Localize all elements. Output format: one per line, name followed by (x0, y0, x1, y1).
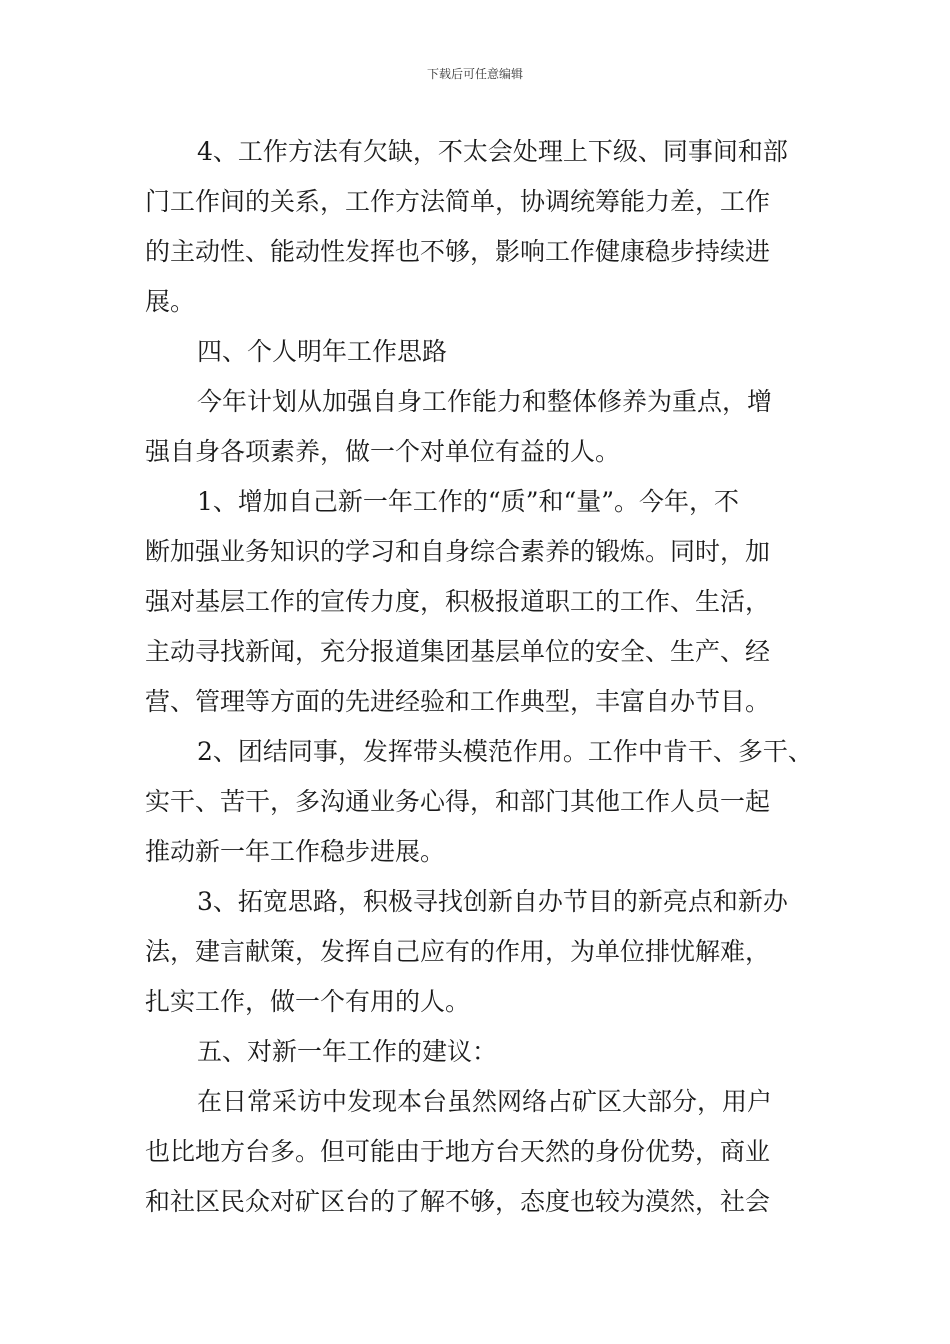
text-line: 2、团结同事，发挥带头模范作用。工作中肯干、多干、 (197, 737, 813, 766)
text-line: 展。 (145, 287, 196, 316)
text-line: 也比地方台多。但可能由于地方台天然的身份优势，商业 (145, 1137, 771, 1166)
text-line: 今年计划从加强自身工作能力和整体修养为重点，增 (197, 387, 773, 416)
text-line: 的主动性、能动性发挥也不够，影响工作健康稳步持续进 (145, 237, 771, 266)
text-line: 推动新一年工作稳步进展。 (145, 837, 446, 866)
text-line: 法，建言献策，发挥自己应有的作用，为单位排忧解难， (145, 937, 771, 966)
text-line: 断加强业务知识的学习和自身综合素养的锻炼。同时，加 (145, 537, 771, 566)
text-line: 实干、苦干，多沟通业务心得，和部门其他工作人员一起 (145, 787, 771, 816)
text-line: 强对基层工作的宣传力度，积极报道职工的工作、生活， (145, 587, 771, 616)
text-line: 1、增加自己新一年工作的“质”和“量”。今年，不 (197, 487, 740, 516)
text-line: 强自身各项素养，做一个对单位有益的人。 (145, 437, 621, 466)
text-line: 营、管理等方面的先进经验和工作典型，丰富自办节目。 (145, 687, 771, 716)
text-line: 主动寻找新闻，充分报道集团基层单位的安全、生产、经 (145, 637, 771, 666)
text-line: 3、拓宽思路，积极寻找创新自办节目的新亮点和新办 (197, 887, 788, 916)
text-line: 和社区民众对矿区台的了解不够，态度也较为漠然，社会 (145, 1187, 771, 1216)
section-heading: 四、个人明年工作思路 (197, 337, 448, 366)
section-heading: 五、对新一年工作的建议： (197, 1037, 498, 1066)
text-line: 扎实工作，做一个有用的人。 (145, 987, 471, 1016)
page-header-text: 下载后可任意编辑 (426, 67, 523, 81)
text-line: 门工作间的关系，工作方法简单，协调统筹能力差，工作 (145, 187, 771, 216)
text-line: 4、工作方法有欠缺，不太会处理上下级、同事间和部 (197, 137, 788, 166)
text-line: 在日常采访中发现本台虽然网络占矿区大部分，用户 (197, 1087, 773, 1116)
